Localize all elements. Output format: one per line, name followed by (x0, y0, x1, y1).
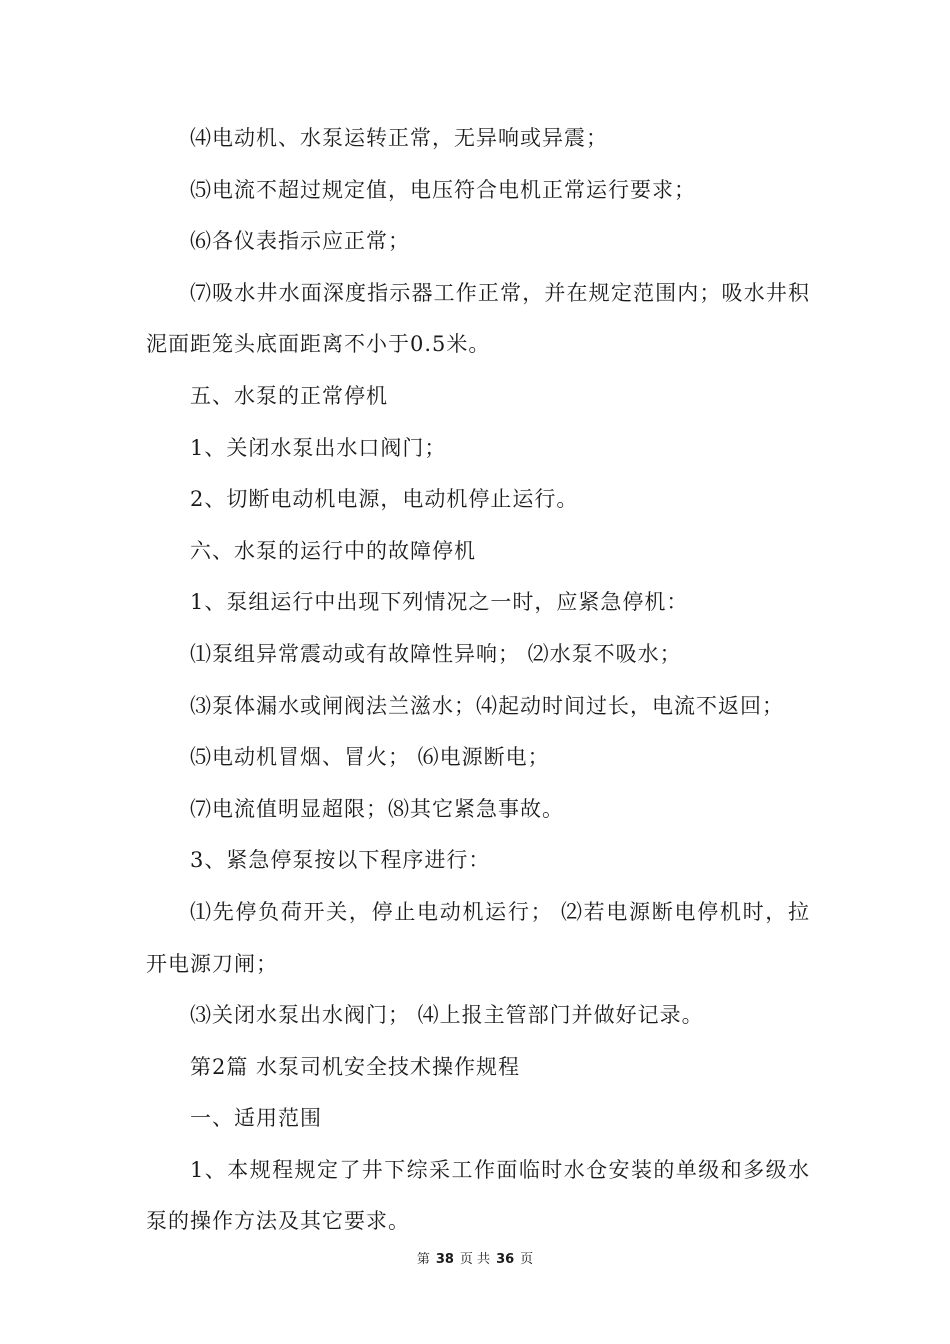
footer-prefix: 第 (416, 1252, 430, 1267)
section-heading: 六、水泵的运行中的故障停机 (190, 538, 476, 563)
paragraph: ⑸电动机冒烟、冒火； ⑹电源断电； (190, 745, 550, 770)
current-page-number: 38 (435, 1252, 454, 1267)
paragraph: 2、切断电动机电源，电动机停止运行。 (190, 487, 579, 512)
section-heading: 五、水泵的正常停机 (190, 383, 388, 408)
paragraph: ⑷电动机、水泵运转正常，无异响或异震； (190, 126, 608, 150)
paragraph: ⑴先停负荷开关，停止电动机运行； ⑵若电源断电停机时，拉开电源刀闸； (146, 899, 810, 976)
paragraph: ⑹各仪表指示应正常； (190, 229, 410, 254)
footer-suffix: 页 (520, 1252, 534, 1267)
document-body (146, 113, 810, 1248)
paragraph: 3、紧急停泵按以下程序进行： (190, 848, 491, 873)
footer-middle: 页 共 (459, 1252, 491, 1267)
chapter-heading: 第2篇 水泵司机安全技术操作规程 (190, 1054, 521, 1079)
paragraph: ⑶泵体漏水或闸阀法兰滋水；⑷起动时间过长，电流不返回； (190, 693, 784, 718)
paragraph: ⑶关闭水泵出水阀门； ⑷上报主管部门并做好记录。 (190, 1003, 704, 1028)
page-footer (0, 1248, 950, 1267)
paragraph: ⑴泵组异常震动或有故障性异响； ⑵水泵不吸水； (190, 641, 682, 666)
paragraph: ⑺吸水井水面深度指示器工作正常，并在规定范围内；吸水井积泥面距笼头底面距离不小于0.5米。 (146, 280, 810, 357)
paragraph: ⑺电流值明显超限；⑻其它紧急事故。 (190, 796, 564, 821)
paragraph: ⑸电流不超过规定值，电压符合电机正常运行要求； (190, 177, 696, 202)
paragraph: 1、本规程规定了井下综采工作面临时水仓安装的单级和多级水泵的操作方法及其它要求。 (146, 1157, 810, 1234)
total-pages-number: 36 (496, 1252, 515, 1267)
paragraph: 1、关闭水泵出水口阀门； (190, 435, 447, 460)
paragraph: 1、泵组运行中出现下列情况之一时，应紧急停机： (190, 590, 689, 615)
section-heading: 一、适用范围 (190, 1106, 322, 1131)
